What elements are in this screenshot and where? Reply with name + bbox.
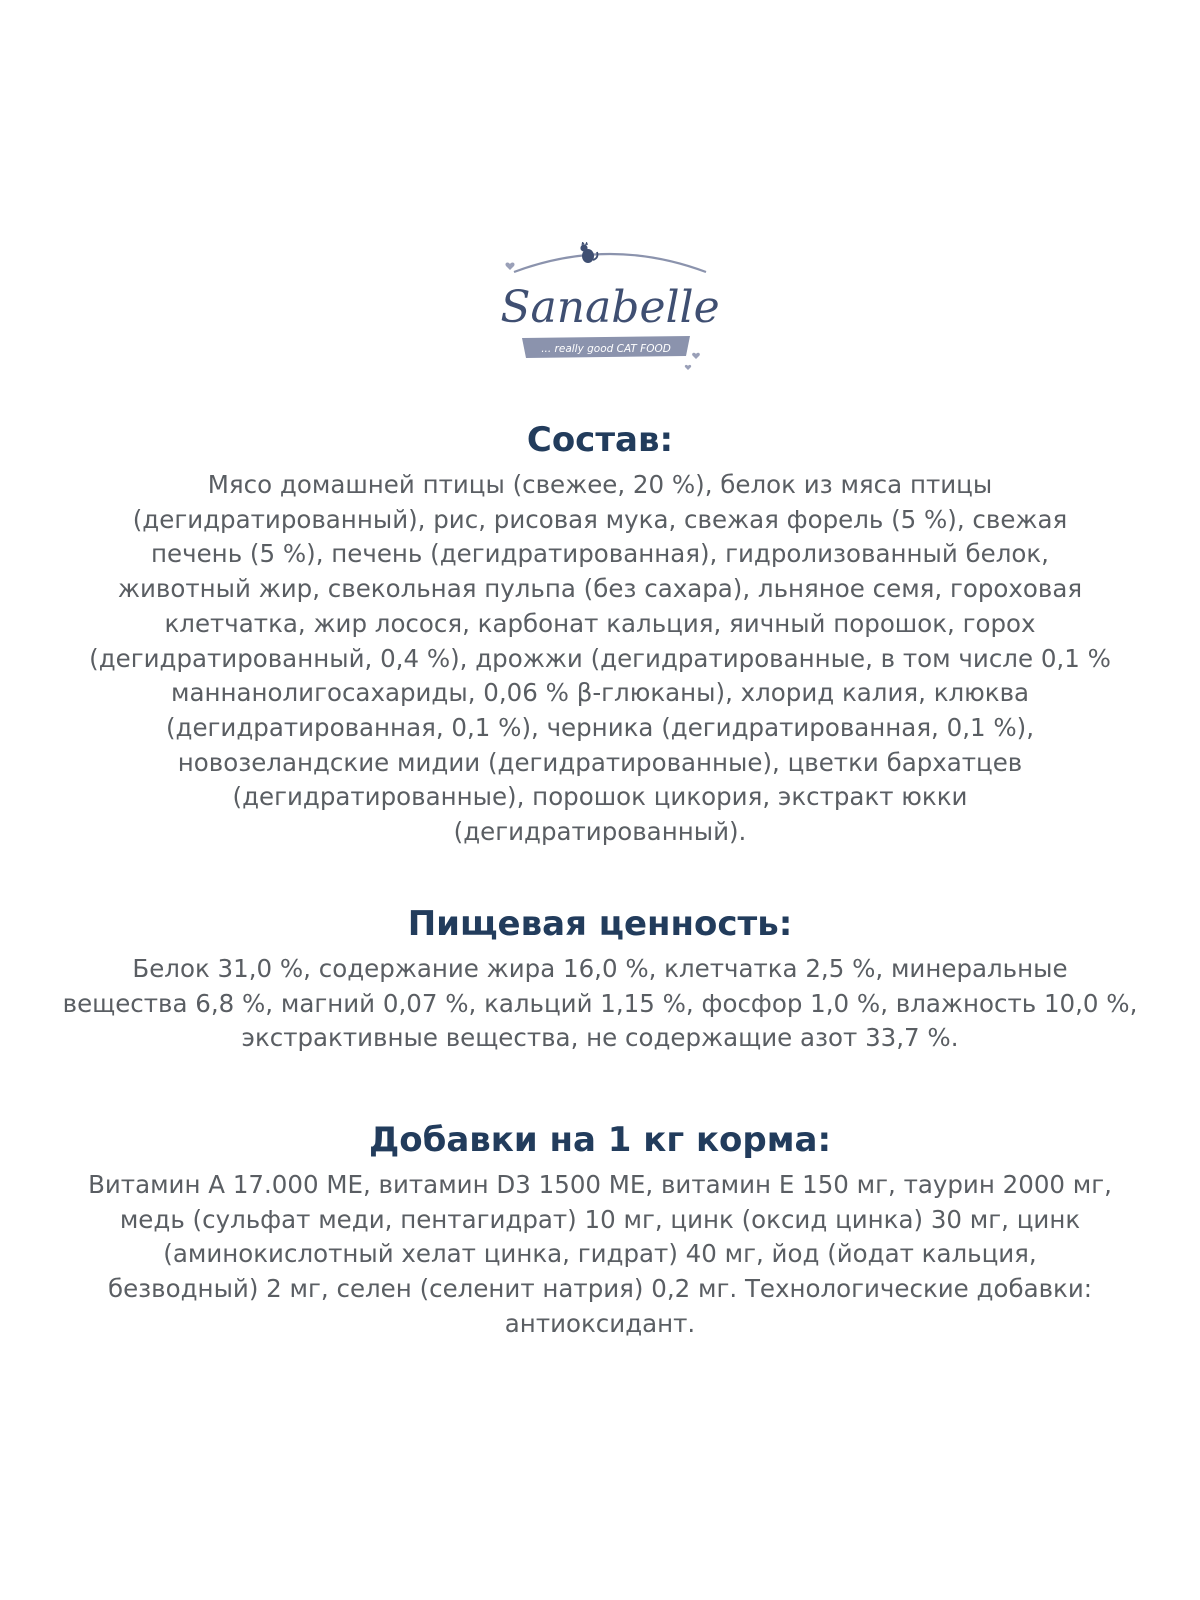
nutrition-text: Белок 31,0 %, содержание жира 16,0 %, клетчатка 2,5 %, минеральные вещества 6,8 %, магний 0,07 %, кальций 1,15 %, фосфор 1,0 %, влажность 10,0 %, экстрактивные вещества, не содержащие азот 33,7 %. [62, 954, 1138, 1053]
sanabelle-logo [500, 242, 720, 378]
logo-arc [514, 254, 706, 272]
heart-icon [685, 365, 691, 370]
heart-icon [505, 263, 514, 270]
heart-icon [692, 353, 700, 359]
nutrition-section [40, 902, 1160, 1056]
nutrition-title: Пищевая ценность: [407, 904, 793, 944]
composition-section [40, 418, 1160, 850]
additives-title: Добавки на 1 кг корма: [368, 1120, 832, 1160]
logo-tagline: ... really good CAT FOOD [541, 343, 671, 355]
composition-text: Мясо домашней птицы (свежее, 20 %), белок из мяса птицы (дегидратированный), рис, рисовая мука, свежая форель (5 %), свежая печень (5 %), печень (дегидратированная), гидролизованный белок, животный жир, свекольная пульпа (без сахара), льняное семя, гороховая клетчатка, жир лосося, карбонат кальция, яичный порошок, горох (дегидратированный, 0,4 %), дрожжи (дегидратированные, в том числе 0,1 % маннанолигосахариды, 0,06 % β-глюканы), хлорид калия, клюква (дегидратированная, 0,1 %), черника (дегидратированная, 0,1 %), новозеландские мидии (дегидратированные), цветки бархатцев (дегидратированные), порошок цикория, экстракт юкки (дегидратированный). [89, 470, 1111, 847]
additives-text: Витамин А 17.000 МЕ, витамин D3 1500 МЕ, витамин Е 150 мг, таурин 2000 мг, медь (сульфат меди, пентагидрат) 10 мг, цинк (оксид цинка) 30 мг, цинк (аминокислотный хелат цинка, гидрат) 40 мг, йод (йодат кальция, безводный) 2 мг, селен (селенит натрия) 0,2 мг. Технологические добавки: антиоксидант. [88, 1170, 1112, 1338]
logo-graphic [500, 242, 720, 378]
cat-silhouette-icon [580, 242, 597, 263]
additives-section [40, 1118, 1160, 1342]
logo-brand-text: Sanabelle [500, 282, 720, 333]
composition-title: Состав: [526, 420, 674, 460]
